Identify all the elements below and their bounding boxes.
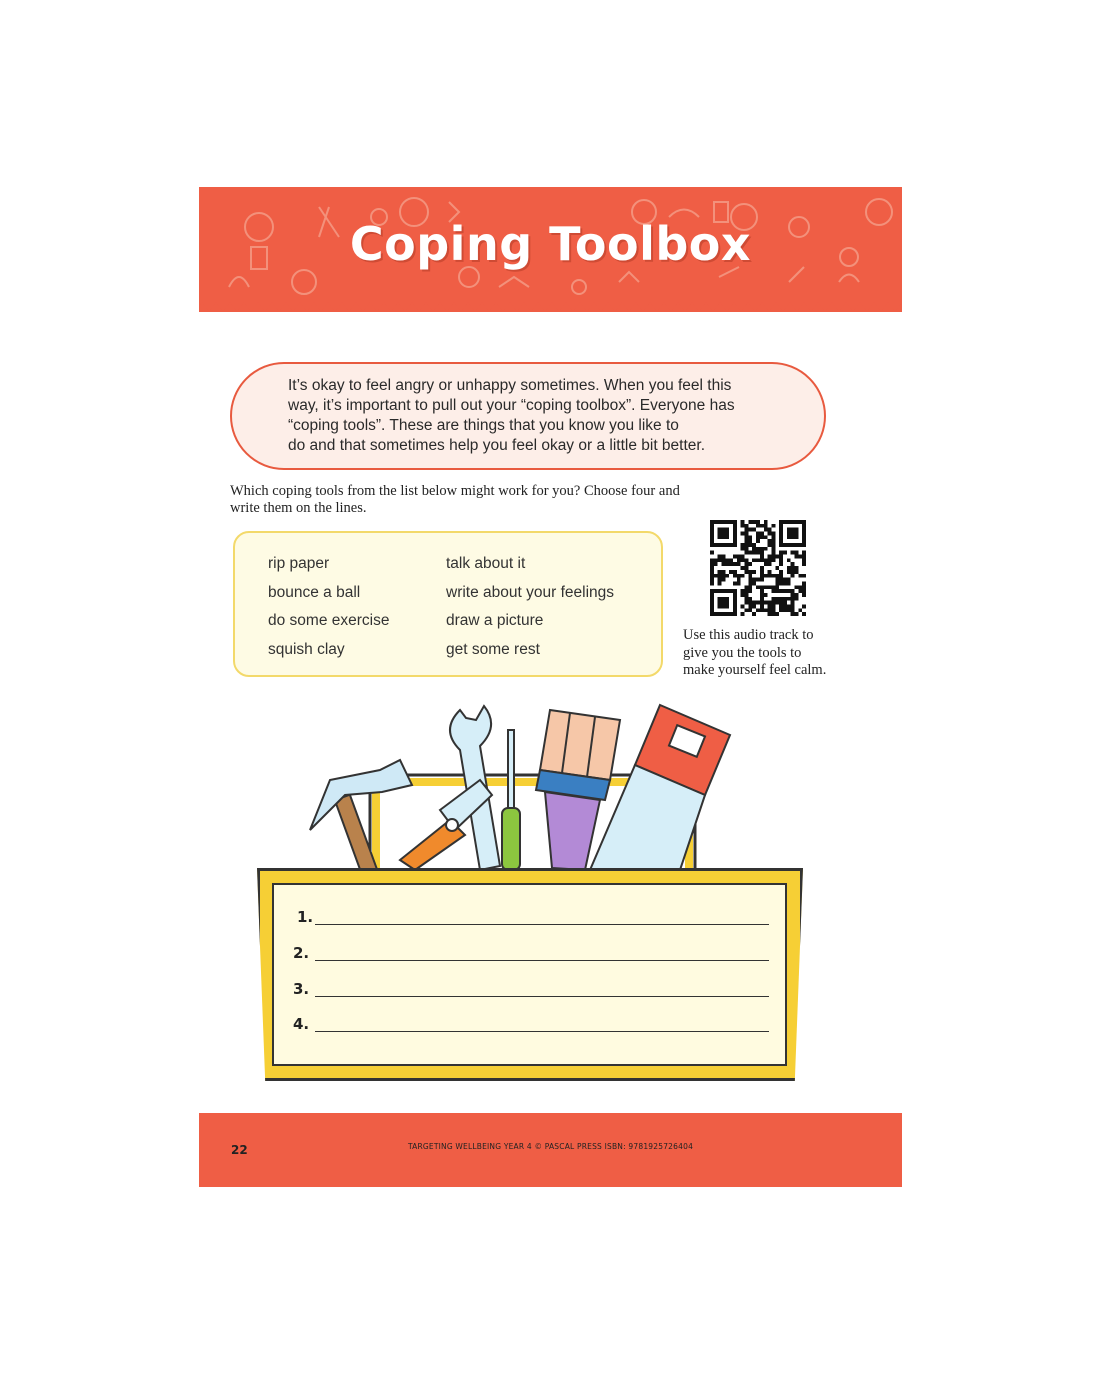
intro-line: “coping tools”. These are things that you know you like to bbox=[288, 417, 679, 434]
write-line bbox=[315, 924, 769, 925]
tools-illustration-icon bbox=[300, 700, 760, 875]
answer-line[interactable] bbox=[293, 980, 773, 1004]
page-number: 22 bbox=[231, 1143, 248, 1157]
list-item: rip paper bbox=[268, 555, 330, 572]
answer-number: 1. bbox=[297, 908, 314, 926]
list-item: bounce a ball bbox=[268, 583, 361, 601]
qr-caption-line: Use this audio track to bbox=[683, 627, 814, 643]
qr-caption-line: make yourself feel calm. bbox=[683, 662, 827, 678]
qr-code-icon[interactable] bbox=[710, 520, 806, 616]
intro-line: do and that sometimes help you feel okay or a little bit better. bbox=[288, 437, 706, 454]
tools-column-1 bbox=[268, 553, 389, 667]
intro-line: It’s okay to feel angry or unhappy sometimes. When you feel this bbox=[288, 377, 732, 394]
instructions-line: Which coping tools from the list below might work for you? Choose four and bbox=[230, 483, 680, 499]
qr-caption-line: give you the tools to bbox=[683, 644, 802, 661]
copyright-text: TARGETING WELLBEING YEAR 4 © PASCAL PRESS ISBN: 9781925726404 bbox=[407, 1142, 694, 1151]
list-item: get some rest bbox=[446, 640, 540, 658]
write-line bbox=[315, 960, 769, 961]
hammer-icon bbox=[310, 760, 412, 875]
list-item: talk about it bbox=[446, 555, 526, 572]
write-line bbox=[315, 996, 769, 997]
intro-text bbox=[288, 376, 768, 456]
list-item: draw a picture bbox=[446, 612, 544, 629]
answer-line[interactable] bbox=[293, 908, 773, 932]
intro-callout bbox=[230, 362, 826, 470]
list-item: squish clay bbox=[268, 640, 345, 658]
answer-line[interactable] bbox=[293, 944, 773, 968]
zigzag-edge-icon bbox=[199, 302, 902, 318]
tools-column-2 bbox=[446, 553, 614, 667]
answer-line[interactable] bbox=[293, 1015, 773, 1039]
page-title: Coping Toolbox bbox=[349, 217, 752, 271]
screwdriver-icon bbox=[502, 730, 520, 870]
header-banner bbox=[199, 187, 902, 312]
list-item: write about your feelings bbox=[446, 583, 615, 601]
footer-bar bbox=[199, 1113, 902, 1187]
instructions bbox=[230, 483, 770, 517]
answer-number: 3. bbox=[293, 980, 310, 998]
list-item: do some exercise bbox=[268, 612, 390, 629]
intro-line: way, it’s important to pull out your “coping toolbox”. Everyone has bbox=[288, 397, 735, 414]
write-line bbox=[315, 1031, 769, 1032]
instructions-line: write them on the lines. bbox=[230, 500, 367, 516]
answer-number: 4. bbox=[293, 1015, 310, 1033]
qr-caption bbox=[683, 627, 863, 680]
coping-tools-list bbox=[233, 531, 663, 677]
answer-number: 2. bbox=[293, 944, 310, 962]
